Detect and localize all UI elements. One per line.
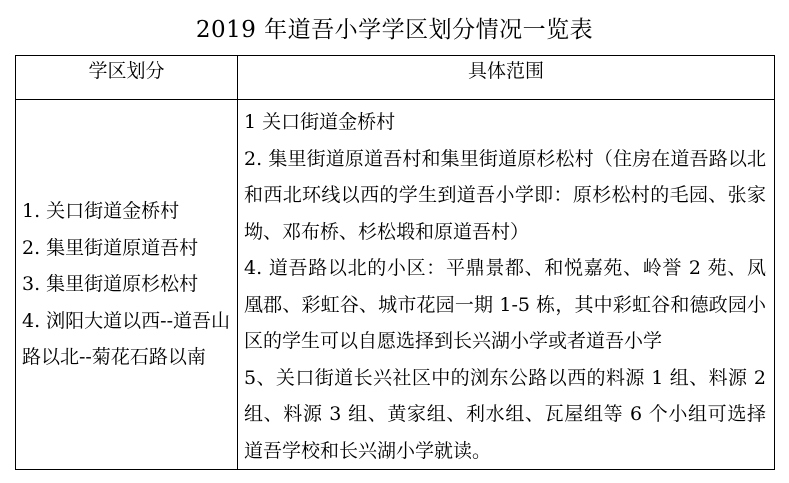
scope-column-header: 具体范围: [238, 56, 775, 100]
scope-cell: [238, 100, 775, 470]
zone-list: [16, 193, 237, 376]
table-header-row: [16, 56, 775, 100]
zone-cell: [16, 100, 238, 470]
page-title: 2019 年道吾小学学区划分情况一览表: [195, 17, 594, 43]
zone-item: 2. 集里街道原道吾村: [22, 236, 199, 259]
zone-item: 1. 关口街道金桥村: [22, 200, 180, 223]
zone-item: 3. 集里街道原杉松村: [22, 273, 199, 296]
district-table: [15, 55, 775, 470]
scope-item: 1 关口街道金桥村: [244, 111, 396, 133]
scope-list: [238, 100, 774, 469]
scope-item: 2. 集里街道原道吾村和集里街道原杉松村（住房在道吾路以北和西北环线以西的学生到道吾小学即：原杉松村的毛园、张家坳、邓布桥、杉松塅和原道吾村）: [244, 147, 766, 243]
table-row: [16, 100, 775, 470]
zone-item: 4. 浏阳大道以西--道吾山路以北--菊花石路以南: [22, 309, 231, 369]
zone-column-header: 学区划分: [16, 56, 238, 100]
scope-item: 4. 道吾路以北的小区：平鼎景都、和悦嘉苑、岭誉 2 苑、凤凰郡、彩虹谷、城市花园一期 1-5 栋，其中彩虹谷和德政园小区的学生可以自愿选择到长兴湖小学或者道吾小学: [244, 257, 766, 352]
scope-item: 5、关口街道长兴社区中的浏东公路以西的料源 1 组、料源 2 组、料源 3 组、黄家组、利水组、瓦屋组等 6 个小组可选择道吾学校和长兴湖小学就读。: [244, 366, 766, 462]
